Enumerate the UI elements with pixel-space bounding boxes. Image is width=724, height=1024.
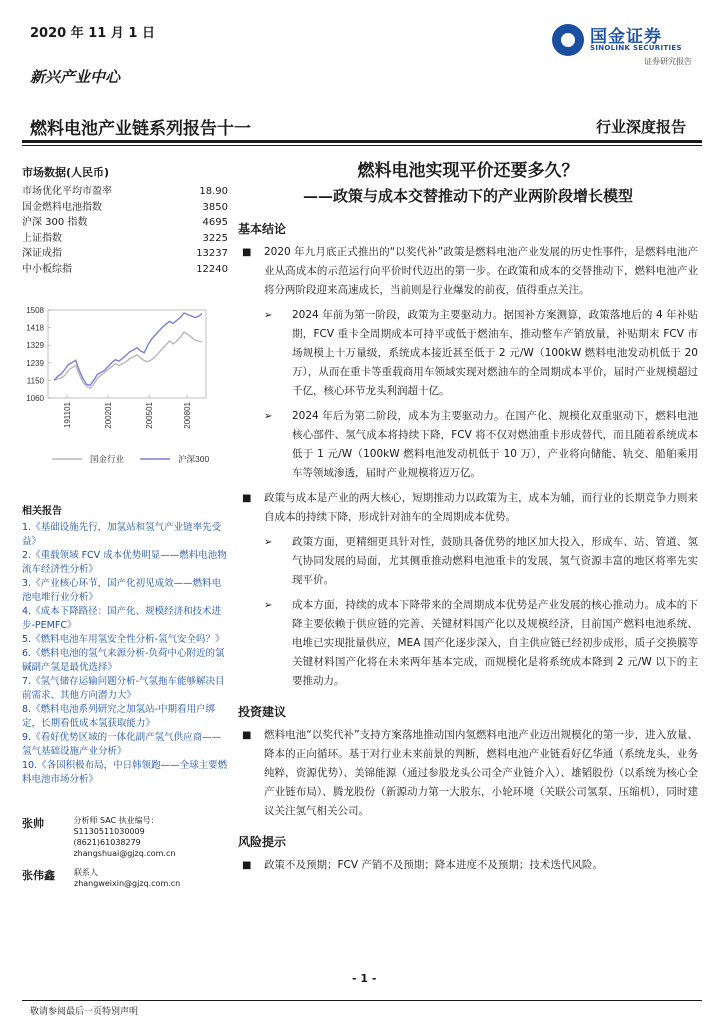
index-chart: [20, 298, 230, 468]
related-report-link[interactable]: 5.《燃料电池车用氢安全性分析-氢气安全吗？》: [22, 634, 225, 645]
section-heading-invest: 投资建议: [238, 705, 287, 719]
x-tick-label: 191101: [62, 402, 72, 429]
author-role: 分析师 SAC 执业编号：S1130511030009: [73, 816, 159, 836]
footer-note: 敬请参阅最后一页特别声明: [30, 1007, 139, 1017]
logo-name: 国金证券: [590, 27, 662, 47]
x-tick-label: 200501: [145, 402, 155, 429]
market-label: 市场优化平均市盈率: [22, 186, 112, 197]
related-report-link[interactable]: 2.《重载领域 FCV 成本优势明显——燃料电池物流车经济性分析》: [22, 550, 227, 575]
y-tick-label: 1239: [26, 358, 44, 368]
main-content: [238, 150, 698, 875]
page-number: - 1 -: [352, 972, 377, 985]
section-heading-risk: 风险提示: [238, 835, 287, 849]
market-row: [22, 231, 228, 247]
footer-divider: [22, 1000, 702, 1001]
x-tick-label: 200801: [183, 402, 193, 429]
market-row: [22, 184, 228, 200]
market-value: 12240: [196, 263, 228, 275]
square-bullet-icon: ■: [242, 730, 252, 741]
author-block: [22, 867, 228, 889]
related-report-link[interactable]: 9.《看好优势区域的一体化副产氢气供应商——氢气基础设施产业分析》: [22, 732, 222, 757]
market-value: 3225: [202, 232, 228, 244]
market-value: 4695: [202, 217, 228, 228]
market-label: 沪深 300 指数: [22, 217, 88, 228]
bullet-text: 政策不及预期；FCV 产销不及预期；降本进度不及预期；技术迭代风险。: [264, 859, 603, 871]
y-tick-label: 1418: [26, 323, 44, 333]
related-report-link[interactable]: 3.《产业核心环节，国产化初见成效——燃料电池电堆行业分析》: [22, 578, 222, 603]
market-label: 上证指数: [22, 232, 62, 244]
square-bullet-icon: ■: [242, 493, 252, 504]
related-report-link[interactable]: 10.《各国积极布局，中日韩领跑——全球主要燃料电池市场分析》: [22, 760, 228, 785]
related-reports: [22, 502, 228, 787]
logo-english: SINOLINK SECURITIES: [590, 44, 682, 52]
legend-label: 沪深300: [178, 454, 210, 464]
arrow-bullet-icon: ➢: [264, 411, 273, 422]
bullet-paragraph: [238, 856, 698, 875]
related-report-link[interactable]: 8.《燃料电池系列研究之加氢站-中期看用户绑定，长期看低成本氢获取能力》: [22, 704, 215, 729]
sub-bullet-text: 2024 年前为第一阶段，政策为主要驱动力。据国补方案测算，政策落地后的 4 年补贴期，FCV 重卡全周期成本可持平或低于燃油车，推动整车产销放量，补贴期末 FCV 市场规模上十万量级，系统成本接近甚至低于 2 元/W（100kW 燃料电池发动机低于 20 万），从而在重卡等重载商用车领域实现对燃油车的全周期成本平价，届时产业规模超过千亿，核心环节龙头利润超十亿。: [292, 309, 698, 397]
sub-bullet-text: 2024 年后为第二阶段，成本为主要驱动力。在国产化、规模化双重驱动下，燃料电池核心部件、氢气成本将持续下降，FCV 将不仅对燃油重卡形成替代，而且随着系统成本低于 1 元/W（100kW 燃料电池发动机低于 10 万），产业将向储能、轨交、船舶乘用车等领域渗透，届时产业规模将迈万亿。: [292, 410, 698, 479]
sub-bullet-paragraph: [238, 533, 698, 590]
report-subtitle: ——政策与成本交替推动下的产业两阶段增长模型: [302, 187, 633, 205]
market-value: 3850: [202, 201, 228, 213]
square-bullet-icon: ■: [242, 860, 252, 871]
market-label: 深证成指: [22, 248, 62, 259]
y-tick-label: 1508: [26, 306, 44, 315]
market-row: [22, 262, 228, 278]
bullet-text: 燃料电池“以奖代补”支持方案落地推动国内氢燃料电池产业迈出规模化的第一步，进入放量、降本的正向循环。基于对行业未来前景的判断，燃料电池产业链看好亿华通（系统龙头，业务纯粹，资源优势）、美锦能源（通过参股龙头公司全产业链介入）、雄韬股份（以系统为核心全产业链布局）、腾龙股份（新源动力第一大股东，小轮环境（关联公司氢泵、压缩机），同时建议关注氢气相关公司。: [264, 729, 698, 817]
legend-label: 国金行业: [90, 454, 125, 464]
related-report-link[interactable]: 1.《基础设施先行，加氢站和氢气产业链率先受益》: [22, 522, 222, 547]
square-bullet-icon: ■: [242, 247, 252, 258]
bullet-paragraph: [238, 243, 698, 300]
logo-subtitle: 证券研究报告: [644, 57, 692, 66]
related-reports-title: 相关报告: [22, 506, 62, 517]
header-divider-thin: [22, 145, 702, 146]
authors: [22, 815, 228, 889]
sub-bullet-paragraph: [238, 596, 698, 691]
sub-bullet-paragraph: [238, 407, 698, 483]
market-row: [22, 215, 228, 231]
market-data-title: 市场数据(人民币): [22, 166, 110, 179]
report-title: 燃料电池实现平价还要多久？: [357, 161, 579, 181]
report-type: 行业深度报告: [595, 118, 686, 136]
bullet-text: 2020 年九月底正式推出的“以奖代补”政策是燃料电池产业发展的历史性事件，是燃料电池产业从高成本的示范运行向平价时代迈出的第一步。在政策和成本的交替推动下，燃料电池产业将分两阶段迎来高速成长，当前则是行业爆发的前夜，值得重点关注。: [264, 246, 698, 296]
arrow-bullet-icon: ➢: [264, 310, 273, 321]
author-email[interactable]: zhangshuai@gjzq.com.cn: [73, 849, 176, 858]
market-value: 13237: [196, 248, 228, 259]
y-tick-label: 1150: [26, 376, 44, 386]
section-heading-basic: 基本结论: [238, 222, 287, 236]
sub-bullet-text: 成本方面，持续的成本下降带来的全周期成本优势是产业发展的核心推动力。成本的下降主要依赖于供应链的完善、关键材料国产化以及规模经济，目前国产燃料电池系统、电堆已实现批量供应，MEA 国产化逐步深入，自主供应链已经初步成形，质子交换膜等关键材料国产化将在未来两年基本完成，而规模化是将系统成本降到 2 元/W 以下的主要推动力。: [292, 599, 698, 687]
related-report-link[interactable]: 7.《氢气储存运输问题分析-气氢拖车能够解决目前需求、其他方向潜力大》: [22, 676, 225, 701]
header-divider: [22, 140, 702, 143]
research-center: 新兴产业中心: [30, 68, 121, 86]
market-value: 18.90: [199, 186, 228, 197]
arrow-bullet-icon: ➢: [264, 537, 273, 548]
author-phone: (8621)61038279: [73, 838, 141, 847]
report-date: 2020 年 11 月 1 日: [30, 26, 155, 41]
bullet-text: 政策与成本是产业的两大核心，短期推动力以政策为主，成本为辅，而行业的长期竞争力则来自成本的持续下降，形成针对油车的全周期成本优势。: [264, 492, 698, 523]
index-chart-svg: [20, 298, 230, 468]
market-label: 国金燃料电池指数: [22, 201, 102, 213]
sub-bullet-paragraph: [238, 306, 698, 401]
y-tick-label: 1329: [26, 341, 44, 351]
market-data-panel: [22, 150, 228, 277]
author-name: 张帅: [22, 817, 44, 830]
author-name: 张伟鑫: [22, 869, 55, 882]
related-report-link[interactable]: 6.《燃料电池的氢气来源分析-负荷中心附近的氯碱副产氢是最优选择》: [22, 648, 225, 673]
x-tick-label: 200201: [104, 402, 114, 429]
sub-bullet-text: 政策方面，更精细更具针对性，鼓励具备优势的地区加大投入，形成车、站、管道、氢气协同发展的局面，尤其侧重推动燃料电池重卡的发展，氢气资源丰富的地区将率先实现平价。: [292, 536, 698, 586]
logo-mark-icon: [552, 24, 584, 56]
related-report-link[interactable]: 4.《成本下降路径：国产化、规模经济和技术进步-PEMFC》: [22, 606, 222, 631]
arrow-bullet-icon: ➢: [264, 600, 273, 611]
author-role: 联系人: [74, 868, 98, 877]
market-label: 中小板综指: [22, 263, 72, 275]
author-email[interactable]: zhangweixin@gjzq.com.cn: [74, 879, 181, 888]
author-block: [22, 815, 228, 859]
bullet-paragraph: [238, 726, 698, 821]
market-row: [22, 246, 228, 262]
bullet-paragraph: [238, 489, 698, 527]
market-row: [22, 200, 228, 216]
series-title: 燃料电池产业链系列报告十一: [30, 119, 251, 139]
y-tick-label: 1060: [26, 394, 44, 403]
series-line-1: [54, 313, 202, 385]
